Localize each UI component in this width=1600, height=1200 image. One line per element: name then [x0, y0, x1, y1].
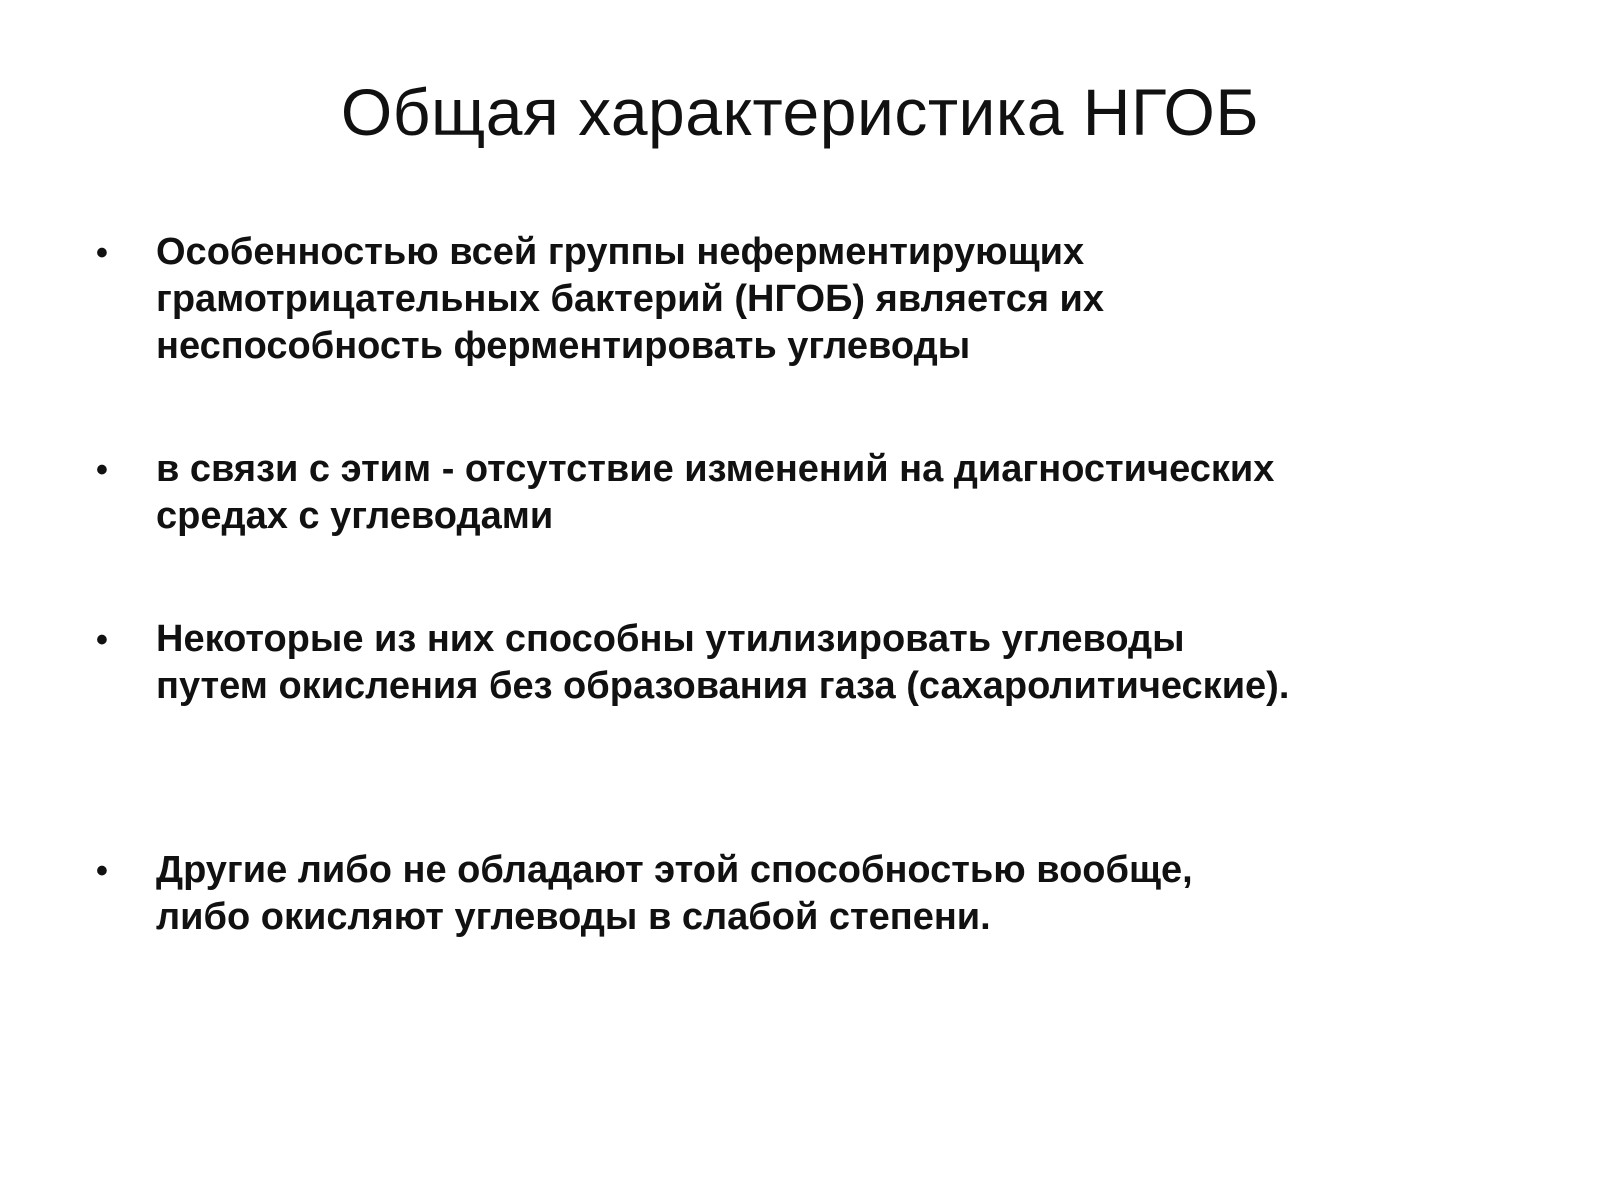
slide-title: Общая характеристика НГОБ	[340, 75, 1260, 149]
bullet-text: Особенностью всей группы неферментирующих грамотрицательных бактерий (НГОБ) является их неспособность ферментировать углеводы	[156, 231, 1105, 367]
bullet-text: Другие либо не обладают этой способностью вообще, либо окисляют углеводы в слабой степени.	[156, 849, 1193, 938]
bullet-marker: •	[96, 234, 108, 272]
bullet-text: Некоторые из них способны утилизировать углеводы путем окисления без образования газа (сахаролитические).	[156, 618, 1290, 707]
bullet-marker: •	[96, 621, 108, 659]
bullet-text: в связи с этим - отсутствие изменений на диагностических средах с углеводами	[156, 448, 1275, 537]
bullet-marker: •	[96, 451, 108, 489]
bullet-marker: •	[96, 852, 108, 890]
